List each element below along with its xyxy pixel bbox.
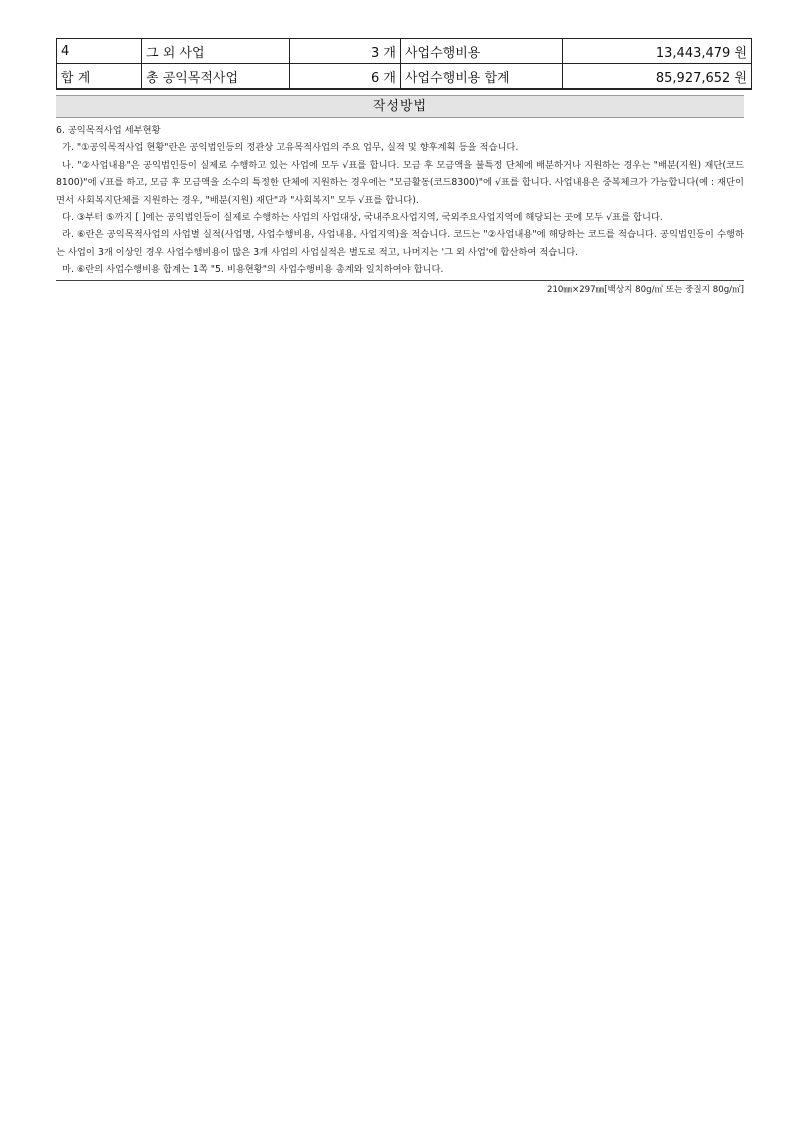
cost-amount: 13,443,479 원 [563, 39, 752, 64]
document-page [56, 38, 747, 295]
guide-item: 나. "②사업내용"은 공익법인등이 실제로 수행하고 있는 사업에 모두 √표를 합니다. 모금 후 모금액을 불특정 단체에 배분하거나 지원하는 경우는 "배분(지원) 재단(코드8100)"에 √표를 하고, 모금 후 모금액을 소수의 특정한 단체에 지원하는 경우에는 "모금활동(코드8300)"에 √표를 합니다. 사업내용은 중복체크가 가능합니다(예 : 재단이면서 사회복지단체를 지원하는 경우, "배분(지원) 재단"과 "사회복지" 모두 √표를 합니다). [56, 159, 744, 206]
cost-label: 사업수행비용 [401, 39, 563, 64]
table-row-other-business [57, 39, 752, 64]
guide-item: 라. ⑥란은 공익목적사업의 사업별 실적(사업명, 사업수행비용, 사업내용, 사업지역)을 적습니다. 코드는 "②사업내용"에 해당하는 코드를 적습니다. 공익법인등이 수행하는 사업이 3개 이상인 경우 사업수행비용이 많은 3개 사업의 사업실적은 별도로 적고, 나머지는 '그 외 사업'에 합산하여 적습니다. [56, 229, 744, 258]
cost-amount: 85,927,652 원 [563, 64, 752, 90]
row-number: 4 [57, 39, 142, 64]
guide-body [56, 122, 744, 279]
business-count: 3 개 [290, 39, 401, 64]
business-name: 그 외 사업 [142, 39, 290, 64]
table-row-total [57, 64, 752, 90]
business-count: 6 개 [290, 64, 401, 90]
business-summary-table [56, 38, 752, 90]
guide-item: 다. ③부터 ⑤까지 [ ]에는 공익법인등이 실제로 수행하는 사업의 사업대상, 국내주요사업지역, 국외주요사업지역에 해당되는 곳에 모두 √표를 합니다. [62, 212, 663, 224]
guide-section-title: 6. 공익목적사업 세부현황 [56, 125, 161, 136]
business-name: 총 공익목적사업 [142, 64, 290, 90]
guide-item: 가. "①공익목적사업 현황"란은 공익법인등의 정관상 고유목적사업의 주요 업무, 실적 및 향후계획 등을 적습니다. [62, 142, 519, 154]
cost-label: 사업수행비용 합계 [401, 64, 563, 90]
paper-spec-note: 210㎜×297㎜[백상지 80g/㎡ 또는 중질지 80g/㎡] [56, 280, 744, 295]
row-number: 합 계 [57, 64, 142, 90]
guide-item: 마. ⑥란의 사업수행비용 합계는 1쪽 "5. 비용현황"의 사업수행비용 총계와 일치하여야 합니다. [62, 264, 444, 276]
guide-title: 작성방법 [56, 95, 744, 118]
